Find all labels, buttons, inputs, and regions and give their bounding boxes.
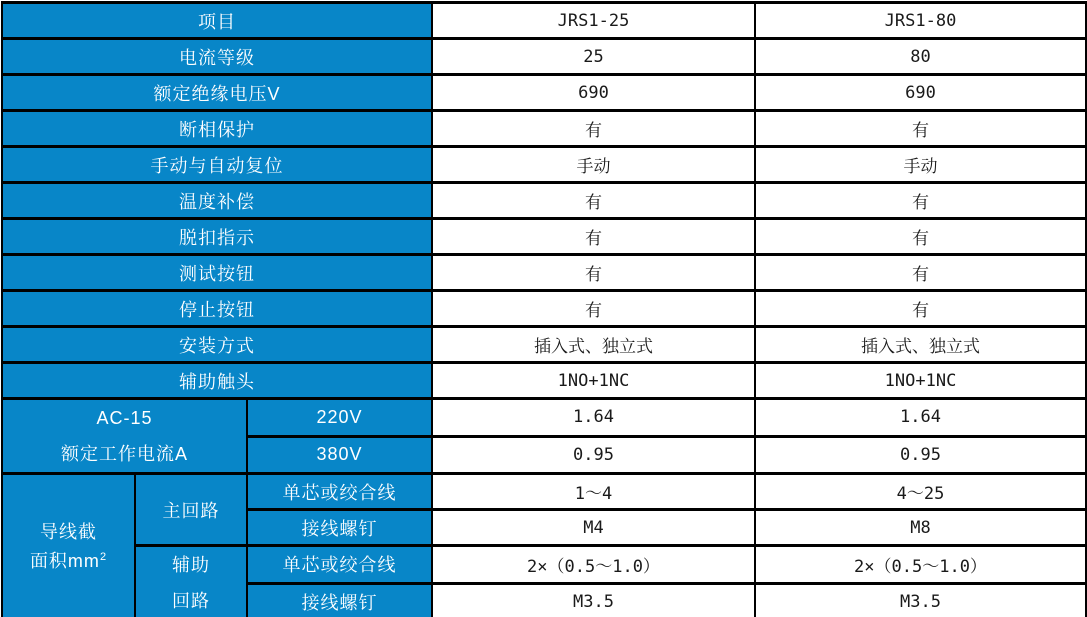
table-row: [2, 327, 1086, 363]
table-row-main-circuit-wire: [2, 474, 1086, 510]
cell-value: 有: [755, 291, 1086, 327]
table-row: [2, 255, 1086, 291]
row-label: 温度补偿: [2, 183, 432, 219]
cell-value: 690: [755, 75, 1086, 111]
cell-value: 有: [755, 183, 1086, 219]
row-label: 辅助触头: [2, 363, 432, 399]
row-label-conductor-area: [2, 474, 135, 617]
label-line: 额定工作电流A: [60, 444, 188, 464]
product-name-jrs1-25: JRS1-25: [432, 3, 755, 39]
cell-value: 1～4: [432, 474, 755, 510]
label-line: 导线截: [40, 522, 97, 542]
cell-value: M3.5: [755, 583, 1086, 617]
sub-label: 接线螺钉: [247, 583, 432, 617]
cell-value: 插入式、独立式: [755, 327, 1086, 363]
row-label: 断相保护: [2, 111, 432, 147]
cell-value: 690: [432, 75, 755, 111]
table-row: [2, 111, 1086, 147]
cell-value: 手动: [432, 147, 755, 183]
superscript: 2: [99, 551, 108, 563]
cell-value: 2×（0.5～1.0）: [755, 546, 1086, 584]
row-label: 额定绝缘电压V: [2, 75, 432, 111]
label-line: 回路: [172, 591, 210, 611]
cell-value: M8: [755, 510, 1086, 546]
cell-value: M3.5: [432, 583, 755, 617]
table-row-aux-circuit-wire: [2, 546, 1086, 584]
table-row: [2, 219, 1086, 255]
cell-value: 有: [755, 255, 1086, 291]
row-label: 测试按钮: [2, 255, 432, 291]
cell-value: 有: [755, 219, 1086, 255]
row-label: 停止按钮: [2, 291, 432, 327]
table-row: [2, 147, 1086, 183]
cell-value: 有: [432, 255, 755, 291]
cell-value: 有: [432, 219, 755, 255]
spec-table: [1, 1, 1087, 617]
label-line: 辅助: [172, 555, 210, 575]
row-label: 安装方式: [2, 327, 432, 363]
label-line: 面积$mm^2$: [29, 551, 108, 571]
cell-value: M4: [432, 510, 755, 546]
table-row: [2, 291, 1086, 327]
row-label: 脱扣指示: [2, 219, 432, 255]
product-name-jrs1-80: JRS1-80: [755, 3, 1086, 39]
cell-value: 80: [755, 39, 1086, 75]
sub-label: 220V: [247, 399, 432, 437]
cell-value: 有: [755, 111, 1086, 147]
sub-label: 单芯或绞合线: [247, 474, 432, 510]
table-row-ac15-220v: [2, 399, 1086, 437]
table-row: [2, 75, 1086, 111]
cell-value: 1NO+1NC: [432, 363, 755, 399]
cell-value: 0.95: [432, 436, 755, 474]
cell-value: 1.64: [432, 399, 755, 437]
cell-value: 4～25: [755, 474, 1086, 510]
row-label: 手动与自动复位: [2, 147, 432, 183]
header-row: [2, 3, 1086, 39]
cell-value: 0.95: [755, 436, 1086, 474]
group-label-aux-circuit: [135, 546, 247, 617]
table-row: [2, 363, 1086, 399]
sub-label: 接线螺钉: [247, 510, 432, 546]
group-label-main-circuit: 主回路: [135, 474, 247, 546]
cell-value: 插入式、独立式: [432, 327, 755, 363]
sub-label: 单芯或绞合线: [247, 546, 432, 584]
row-label: 电流等级: [2, 39, 432, 75]
cell-value: 2×（0.5～1.0）: [432, 546, 755, 584]
table-row: [2, 183, 1086, 219]
cell-value: 有: [432, 291, 755, 327]
row-label-ac15: [2, 399, 247, 474]
cell-value: 有: [432, 183, 755, 219]
table-row: [2, 39, 1086, 75]
label-line: AC-15: [96, 408, 153, 428]
cell-value: 有: [432, 111, 755, 147]
header-label: 项目: [2, 3, 432, 39]
cell-value: 1.64: [755, 399, 1086, 437]
cell-value: 25: [432, 39, 755, 75]
cell-value: 手动: [755, 147, 1086, 183]
sub-label: 380V: [247, 436, 432, 474]
cell-value: 1NO+1NC: [755, 363, 1086, 399]
